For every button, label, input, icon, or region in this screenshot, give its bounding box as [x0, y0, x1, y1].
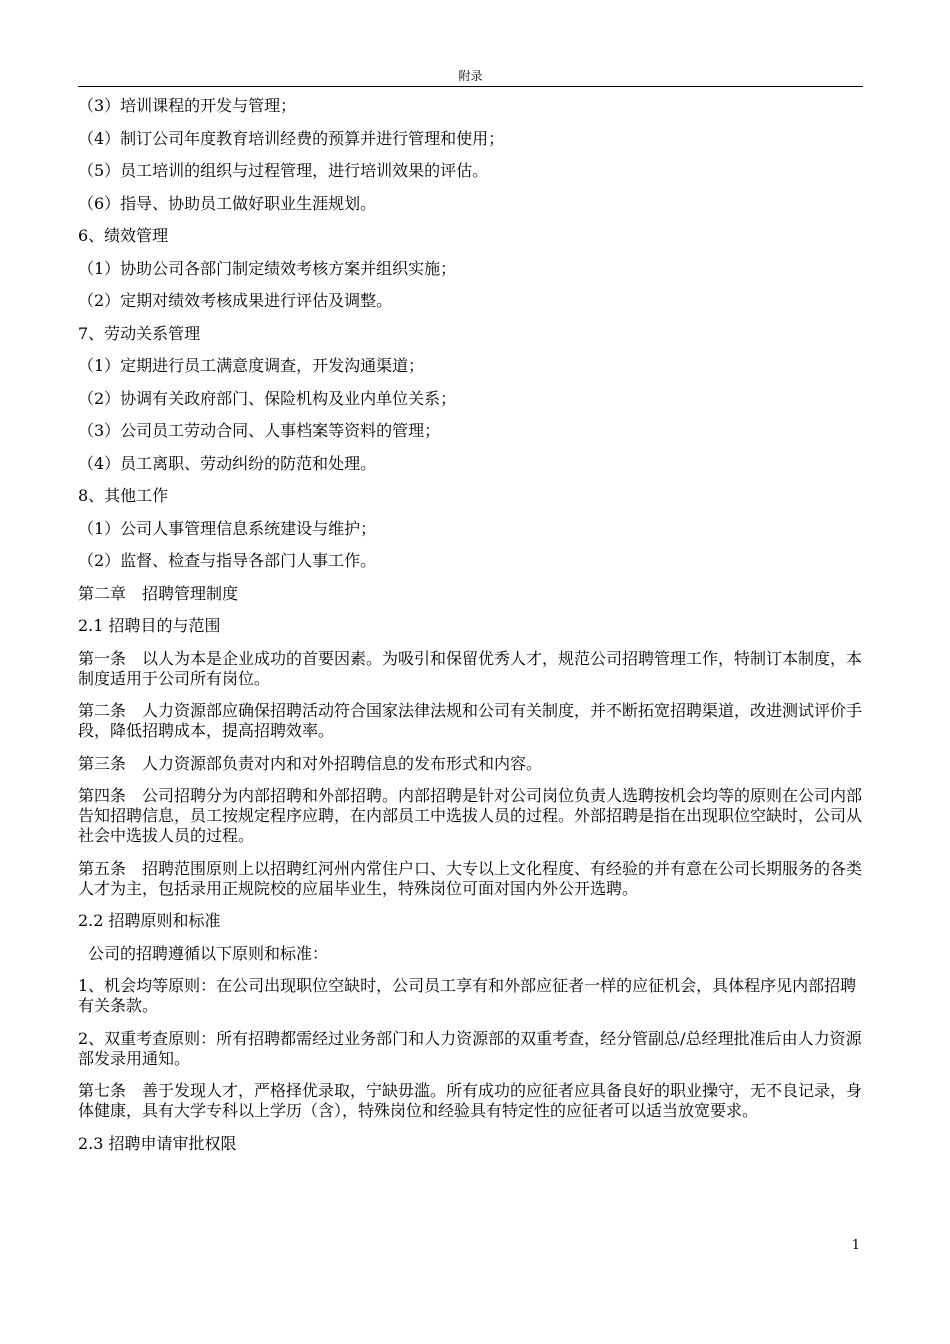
document-body	[78, 96, 863, 1166]
page-header	[78, 66, 863, 87]
paragraph: （4）员工离职、劳动纠纷的防范和处理。	[78, 453, 377, 473]
paragraph: （2）协调有关政府部门、保险机构及业内单位关系；	[78, 388, 457, 408]
paragraph: 2、双重考查原则：所有招聘都需经过业务部门和人力资源部的双重考查，经分管副总/总经理批准后由人力资源部发录用通知。	[78, 1028, 862, 1068]
page-number: 1	[851, 1238, 860, 1253]
paragraph: （4）制订公司年度教育培训经费的预算并进行管理和使用；	[78, 128, 505, 148]
paragraph: 8、其他工作	[78, 486, 169, 505]
paragraph: 2.3 招聘申请审批权限	[78, 1133, 237, 1153]
paragraph: 第五条 招聘范围原则上以招聘红河州内常住户口、大专以上文化程度、有经验的并有意在公司长期服务的各类人才为主，包括录用正规院校的应届毕业生，特殊岗位可面对国内外公开选聘。	[78, 858, 863, 898]
paragraph: 7、劳动关系管理	[78, 323, 201, 343]
paragraph: 2.1 招聘目的与范围	[78, 616, 221, 635]
paragraph: （3）培训课程的开发与管理；	[78, 96, 297, 115]
paragraph: 第二章 招聘管理制度	[78, 583, 239, 603]
paragraph: （2）监督、检查与指导各部门人事工作。	[78, 551, 377, 570]
paragraph: （3）公司员工劳动合同、人事档案等资料的管理；	[78, 421, 441, 440]
paragraph: （2）定期对绩效考核成果进行评估及调整。	[78, 291, 393, 310]
paragraph: 1、机会均等原则：在公司出现职位空缺时，公司员工享有和外部应征者一样的应征机会，具体程序见内部招聘有关条款。	[78, 976, 857, 1015]
paragraph: （1）协助公司各部门制定绩效考核方案并组织实施；	[78, 258, 457, 278]
paragraph: 第七条 善于发现人才，严格择优录取，宁缺毋滥。所有成功的应征者应具备良好的职业操守，无不良记录，身体健康，具有大学专科以上学历（含），特殊岗位和经验具有特定性的应征者可以适当放宽要求。	[78, 1081, 863, 1120]
paragraph: 公司的招聘遵循以下原则和标准：	[88, 943, 329, 963]
paragraph: （5）员工培训的组织与过程管理，进行培训效果的评估。	[78, 161, 489, 180]
paragraph: 6、绩效管理	[78, 226, 169, 245]
paragraph: 第三条 人力资源部负责对内和对外招聘信息的发布形式和内容。	[78, 753, 543, 773]
paragraph: 第二条 人力资源部应确保招聘活动符合国家法律法规和公司有关制度，并不断拓宽招聘渠道，改进测试评价手段，降低招聘成本，提高招聘效率。	[78, 701, 863, 740]
paragraph: 第一条 以人为本是企业成功的首要因素。为吸引和保留优秀人才，规范公司招聘管理工作，特制订本制度，本制度适用于公司所有岗位。	[78, 648, 863, 688]
paragraph: （1）公司人事管理信息系统建设与维护；	[78, 518, 377, 538]
paragraph: （1）定期进行员工满意度调查，开发沟通渠道；	[78, 356, 425, 375]
paragraph: （6）指导、协助员工做好职业生涯规划。	[78, 193, 377, 213]
paragraph: 2.2 招聘原则和标准	[78, 911, 221, 930]
header-title: 附录	[458, 69, 483, 83]
paragraph: 第四条 公司招聘分为内部招聘和外部招聘。内部招聘是针对公司岗位负责人选聘按机会均等的原则在公司内部告知招聘信息，员工按规定程序应聘，在内部员工中选拔人员的过程。外部招聘是指在出现职位空缺时，公司从社会中选拔人员的过程。	[78, 786, 863, 845]
